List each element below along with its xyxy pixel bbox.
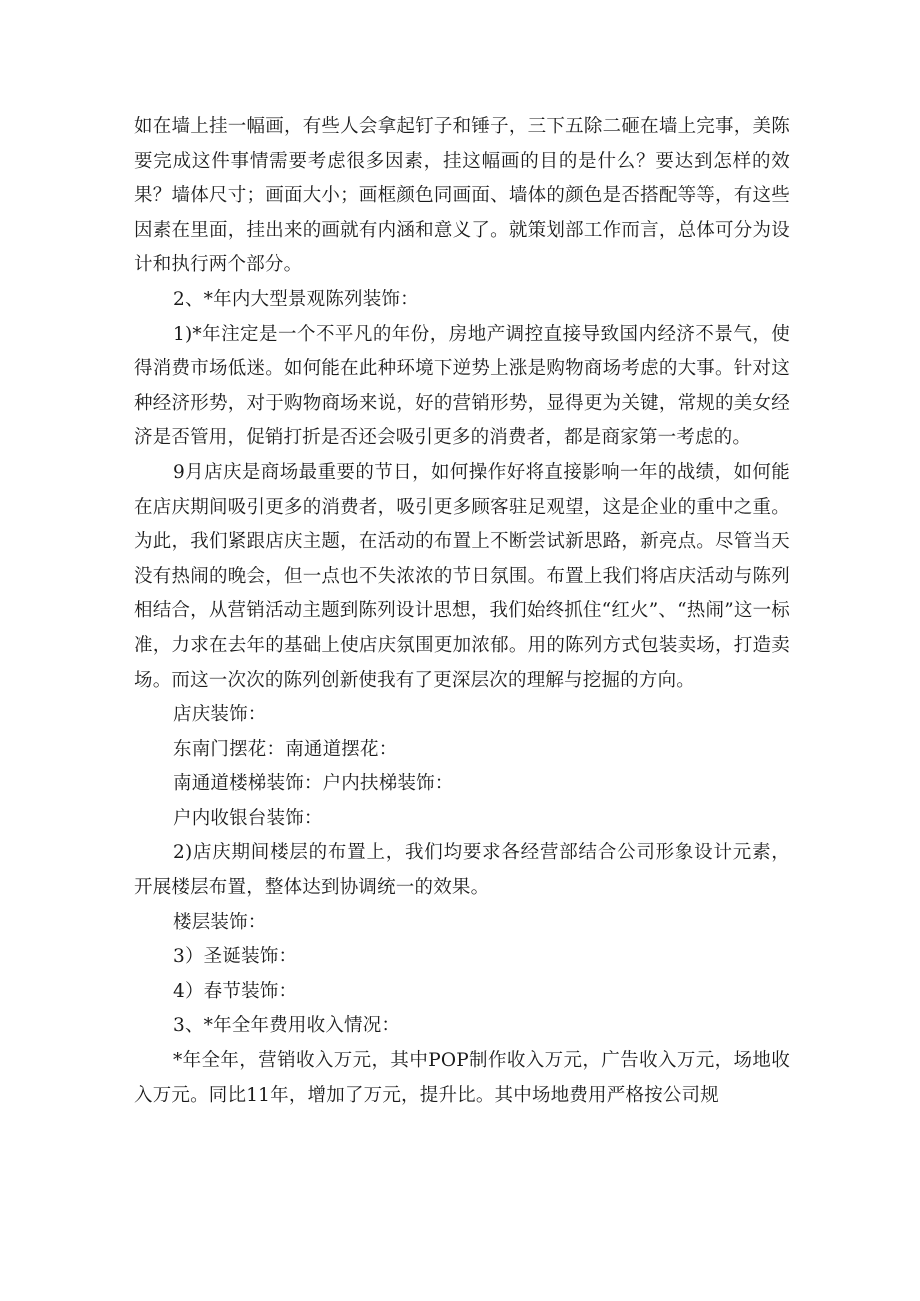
paragraph-annual-revenue: *年全年，营销收入万元，其中POP制作收入万元，广告收入万元，场地收入万元。同比11年，增加了万元，提升比。其中场地费用严格按公司规: [134, 1050, 790, 1106]
document-body: [134, 110, 790, 1113]
label-floor-decoration: 楼层装饰：: [173, 911, 267, 933]
paragraph-floor-layout: 2)店庆期间楼层的布置上，我们均要求各经营部结合公司形象设计元素，开展楼层布置，整体达到协调统一的效果。: [134, 842, 790, 899]
paragraph-economic-situation: 1)*年注定是一个不平凡的年份，房地产调控直接导致国内经济不景气，使得消费市场低迷。如何能在此种环境下逆势上涨是购物商场考虑的大事。针对这种经济形势，对于购物商场来说，好的营销形势，显得更为关键，常规的美女经济是否管用，促销打折是否还会吸引更多的消费者，都是商家第一考虑的。: [134, 323, 790, 449]
label-southeast-gate-flowers: 东南门摆花：南通道摆花：: [173, 738, 398, 760]
label-anniversary-decoration: 店庆装饰：: [173, 704, 267, 726]
label-christmas-decoration: 3）圣诞装饰：: [173, 946, 298, 968]
paragraph-intro: 如在墙上挂一幅画，有些人会拿起钉子和锤子，三下五除二砸在墙上完事，美陈要完成这件事情需要考虑很多因素，挂这幅画的目的是什么？要达到怎样的效果？墙体尺寸；画面大小；画框颜色同画面、墙体的颜色是否搭配等等，有这些因素在里面，挂出来的画就有内涵和意义了。就策划部工作而言，总体可分为设计和执行两个部分。: [134, 116, 790, 276]
label-cashier-decoration: 户内收银台装饰：: [173, 807, 323, 829]
heading-large-scale-display: 2、*年内大型景观陈列装饰：: [173, 288, 419, 310]
label-south-stairs-decoration: 南通道楼梯装饰：户内扶梯装饰：: [173, 773, 454, 795]
heading-annual-revenue: 3、*年全年费用收入情况：: [173, 1015, 401, 1037]
paragraph-anniversary: 9月店庆是商场最重要的节日，如何操作好将直接影响一年的战绩，如何能在店庆期间吸引更多的消费者，吸引更多顾客驻足观望，这是企业的重中之重。为此，我们紧跟店庆主题，在活动的布置上不断尝试新思路，新亮点。尽管当天没有热闹的晚会，但一点也不失浓浓的节日氛围。布置上我们将店庆活动与陈列相结合，从营销活动主题到陈列设计思想，我们始终抓住“红火”、“热闹”这一标准，力求在去年的基础上使店庆氛围更加浓郁。用的陈列方式包装卖场，打造卖场。而这一次次的陈列创新使我有了更深层次的理解与挖掘的方向。: [134, 461, 790, 691]
label-spring-festival-decoration: 4）春节装饰：: [173, 980, 298, 1002]
